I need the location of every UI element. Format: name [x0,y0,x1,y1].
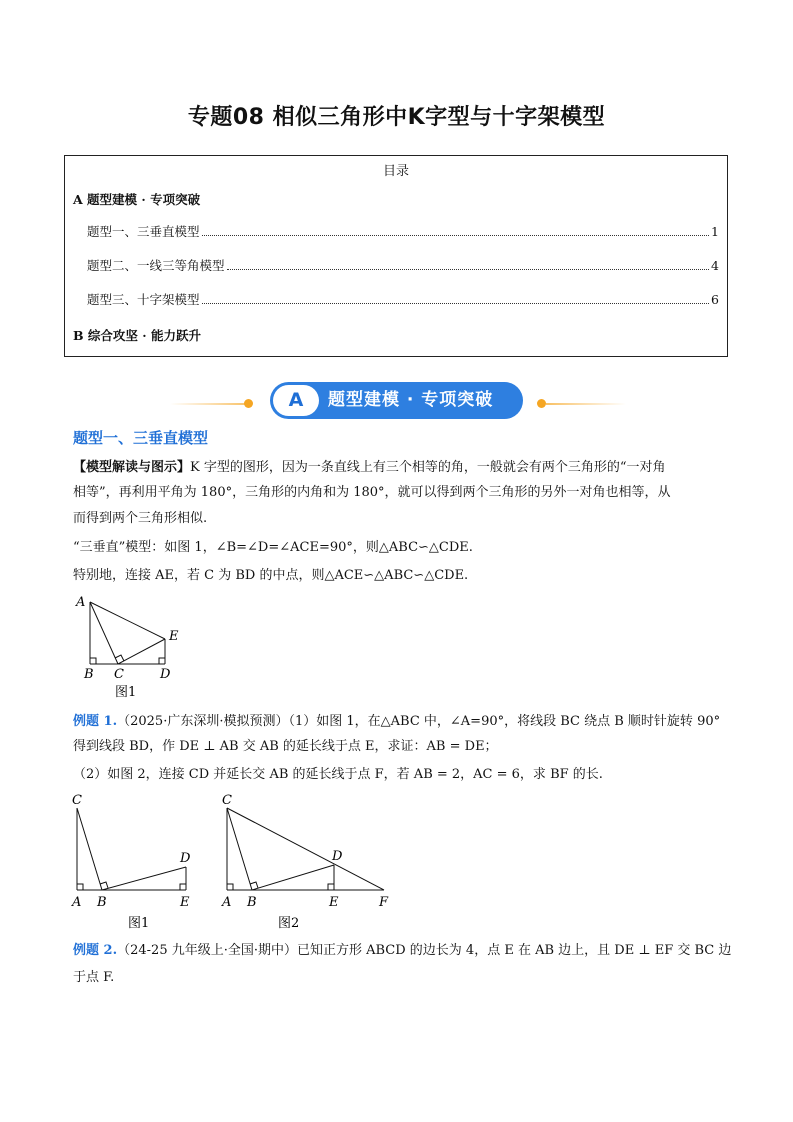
figure-1-model [70,592,190,704]
toc-item-page: 4 [711,258,719,273]
banner-decor-dot-left [244,399,253,408]
point-label: F [379,895,389,910]
point-label: C [72,793,82,808]
banner-text: 题型建模 · 专项突破 [328,390,494,410]
point-label: C [114,667,124,682]
right-angle-mark [77,884,83,890]
example-text: 得到线段 BD，作 DE ⊥ AB 交 AB 的延长线于点 E，求证：AB = DE； [73,739,498,754]
segment-ce [118,639,165,664]
right-angle-mark [159,658,165,664]
segment-bd [102,867,186,890]
point-label: B [97,895,107,910]
right-angle-mark [328,884,334,890]
page-title: 专题08 相似三角形中K字型与十字架模型 [187,105,606,130]
section-heading: 题型一、三垂直模型 [73,429,209,447]
example-tag: 例题 1. [73,714,118,729]
toc-item-page: 1 [711,224,719,239]
example1-figure-2 [216,788,396,934]
segment-cf [227,808,384,890]
point-label: E [169,629,179,644]
toc-item[interactable] [87,256,719,274]
intro-tag: 【模型解读与图示】 [73,460,191,475]
point-label: E [329,895,339,910]
toc-item[interactable] [87,290,719,308]
segment-ac [90,602,118,664]
example-2 [73,938,753,963]
example-text: （24-25 九年级上·全国·期中）已知正方形 ABCD 的边长为 4，点 E 在 AB 边上，且 DE ⊥ EF 交 BC 边 [117,943,732,958]
intro-text: 而得到两个三角形相似. [73,511,208,526]
section-banner [270,382,523,419]
right-angle-mark [180,884,186,890]
figure-caption: 图1 [115,685,137,700]
example-1 [73,709,753,734]
toc-heading: 目录 [382,164,409,179]
point-label: B [84,667,94,682]
segment-bd [252,865,334,890]
toc-item-label: 题型二、一线三等角模型 [87,258,225,273]
toc-section-a: A 题型建模 · 专项突破 [73,192,201,207]
toc-section-b: B 综合攻坚 · 能力跃升 [73,328,201,343]
toc-item-label: 题型一、三垂直模型 [87,224,200,239]
banner-decor-line-right [546,403,626,405]
toc-item-label: 题型三、十字架模型 [87,292,200,307]
toc-item[interactable] [87,222,719,240]
point-label: C [222,793,232,808]
figure-caption: 图1 [128,916,150,931]
model-intro [73,455,733,480]
segment-bc [227,808,252,890]
intro-text: K 字型的图形，因为一条直线上有三个相等的角，一般就会有两个三角形的“一对角 [190,460,666,475]
example-text: （2025·广东深圳·模拟预测）（1）如图 1，在△ABC 中，∠A=90°，将线段 BC 绕点 B 顺时针旋转 90° [117,714,721,729]
example-tag: 例题 2. [73,943,118,958]
point-label: E [180,895,190,910]
example-text: （2）如图 2，连接 CD 并延长交 AB 的延长线于点 F，若 AB = 2，AC = 6，求 BF 的长. [73,767,603,782]
right-angle-mark [90,658,96,664]
example1-figure-1 [66,788,201,934]
table-of-contents [64,155,728,357]
banner-decor-line-left [170,403,250,405]
point-label: A [222,895,232,910]
toc-item-page: 6 [711,292,719,307]
model-special-case: 特别地，连接 AE，若 C 为 BD 的中点，则△ACE∽△ABC∽△CDE. [73,568,469,583]
model-statement: “三垂直”模型：如图 1，∠B=∠D=∠ACE=90°，则△ABC∽△CDE. [73,540,473,555]
segment-bc [77,808,102,890]
point-label: D [332,849,343,864]
point-label: D [180,851,191,866]
right-angle-mark [227,884,233,890]
example-text: 于点 F. [73,970,115,985]
intro-text: 相等”，再利用平角为 180°，三角形的内角和为 180°，就可以得到两个三角形的另外一对角也相等，从 [73,485,671,500]
point-label: B [247,895,257,910]
figure-caption: 图2 [278,916,300,931]
point-label: A [76,595,86,610]
banner-decor-dot-right [537,399,546,408]
segment-ae [90,602,165,639]
point-label: D [160,667,171,682]
point-label: A [72,895,82,910]
banner-letter: A [273,385,319,416]
